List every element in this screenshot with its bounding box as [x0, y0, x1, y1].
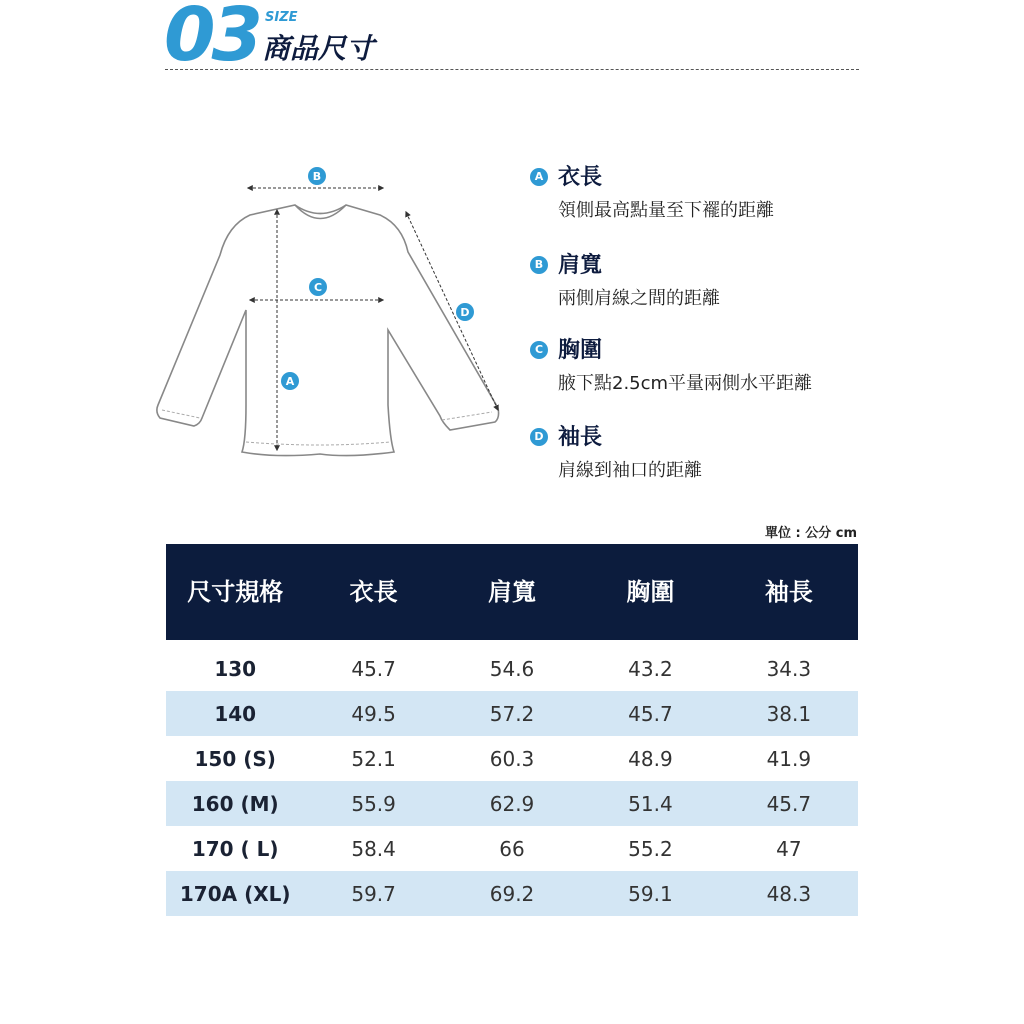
cell-size: 160 (M)	[191, 791, 279, 816]
cell-length: 59.7	[351, 881, 396, 906]
cell-length: 58.4	[351, 836, 396, 861]
cell-sleeve: 45.7	[766, 791, 812, 816]
cell-sleeve: 48.3	[766, 881, 812, 906]
cell-shoulder: 62.9	[489, 791, 535, 816]
section-number: 03	[164, 0, 259, 78]
table-row	[166, 646, 858, 691]
cell-chest: 48.9	[628, 746, 673, 771]
cell-length: 45.7	[351, 656, 396, 681]
legend-title: 袖長	[558, 425, 603, 450]
header-divider	[165, 69, 859, 70]
header-sleeve: 袖長	[764, 578, 813, 606]
legend-badge: C	[530, 341, 548, 359]
cell-chest: 45.7	[628, 701, 673, 726]
legend-desc: 領側最高點量至下襬的距離	[558, 200, 774, 221]
table-row	[166, 691, 858, 736]
cell-length: 49.5	[351, 701, 396, 726]
cell-sleeve: 38.1	[766, 701, 812, 726]
cell-chest: 59.1	[628, 881, 673, 906]
header-shoulder: 肩寬	[488, 578, 537, 606]
cell-chest: 43.2	[628, 656, 673, 681]
cell-size: 150 (S)	[194, 746, 276, 771]
table-row	[166, 781, 858, 826]
table-header	[166, 544, 858, 640]
table-row	[166, 826, 858, 871]
badge-a: A	[285, 375, 295, 388]
section-title: 商品尺寸	[262, 32, 375, 65]
legend-title: 衣長	[558, 165, 603, 190]
legend-desc: 肩線到袖口的距離	[558, 460, 702, 481]
shirt-outline	[157, 205, 499, 456]
badge-d: D	[460, 306, 470, 319]
cell-size: 130	[214, 656, 257, 681]
cell-chest: 51.4	[628, 791, 673, 816]
size-table	[166, 544, 858, 916]
cell-sleeve: 34.3	[766, 656, 812, 681]
cell-length: 52.1	[351, 746, 396, 771]
legend-badge: B	[530, 256, 548, 274]
table-row	[166, 871, 858, 916]
section-tag: SIZE	[265, 10, 298, 25]
badge-b: B	[312, 170, 322, 183]
header-chest: 胸圍	[626, 578, 675, 606]
cell-sleeve: 41.9	[766, 746, 812, 771]
legend-title: 胸圍	[558, 338, 603, 363]
unit-label: 單位 : 公分 cm	[764, 526, 857, 541]
cell-shoulder: 54.6	[489, 656, 535, 681]
cell-shoulder: 57.2	[489, 701, 535, 726]
badge-c: C	[313, 281, 323, 294]
cell-size: 170 ( L)	[191, 836, 279, 861]
table-row	[166, 736, 858, 781]
legend-desc: 兩側肩線之間的距離	[558, 288, 720, 309]
cell-sleeve: 47	[776, 836, 802, 861]
legend-badge: D	[530, 428, 548, 446]
cell-size: 170A (XL)	[179, 881, 291, 906]
cell-size: 140	[214, 701, 257, 726]
header-length: 衣長	[349, 578, 398, 606]
shirt-diagram	[150, 160, 510, 470]
legend-badge: A	[530, 168, 548, 186]
cell-chest: 55.2	[628, 836, 673, 861]
cell-shoulder: 60.3	[489, 746, 535, 771]
cell-length: 55.9	[351, 791, 396, 816]
legend-title: 肩寬	[558, 253, 603, 278]
cell-shoulder: 69.2	[489, 881, 535, 906]
legend-desc: 腋下點2.5cm平量兩側水平距離	[558, 373, 813, 394]
cell-shoulder: 66	[499, 836, 525, 861]
header-size: 尺寸規格	[187, 578, 284, 606]
